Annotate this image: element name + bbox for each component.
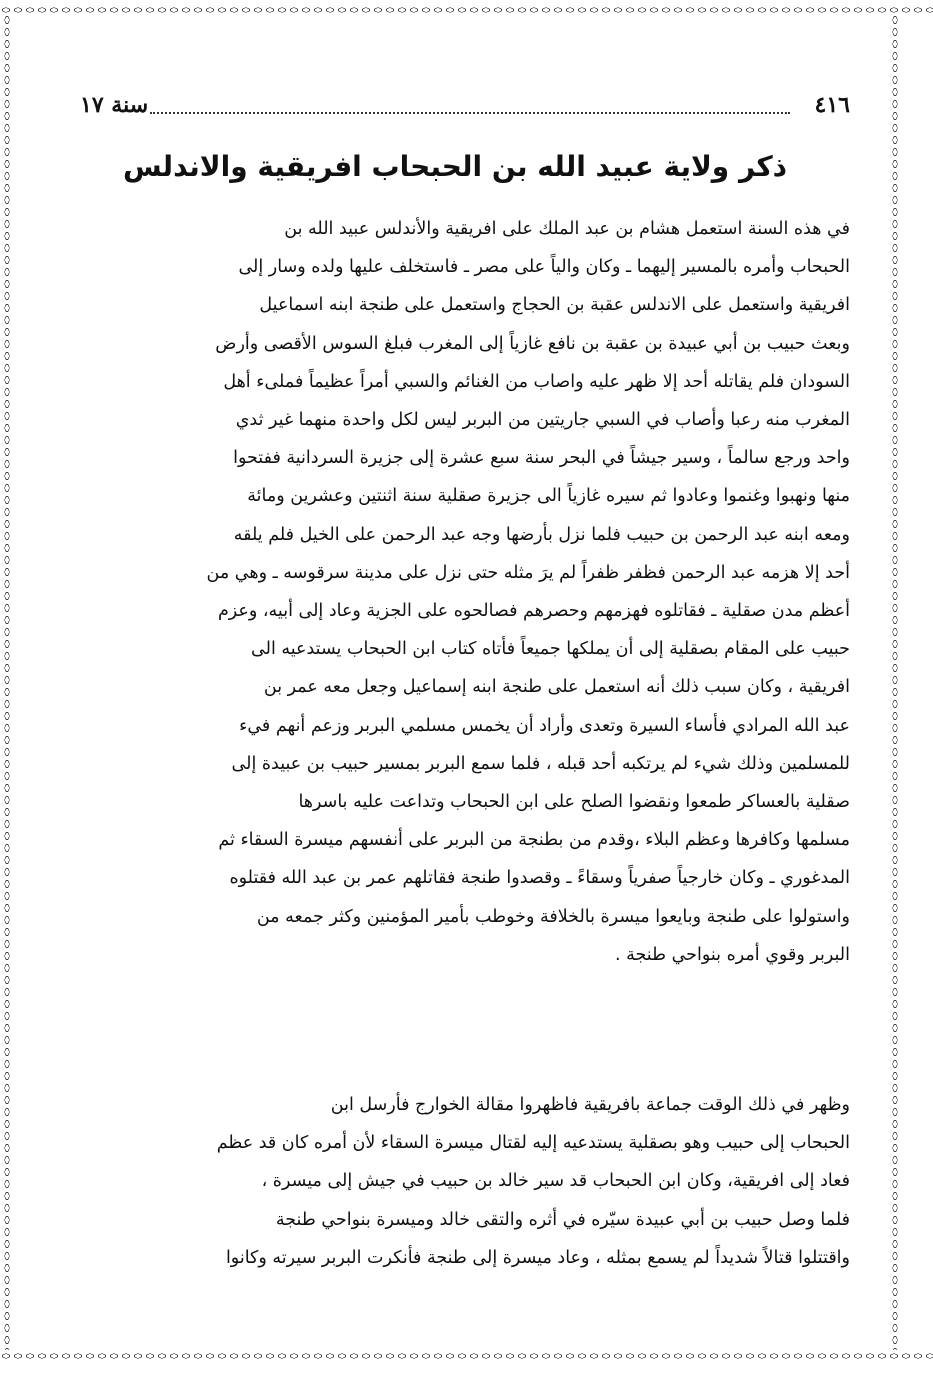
page-number: ٤١٦ <box>814 92 850 118</box>
ornamental-border-bottom <box>0 1350 933 1362</box>
paragraph-1: في هذه السنة استعمل هشام بن عبد الملك على افريقية والأندلس عبيد الله بن الحبحاب وأمره بالمسير إليهما ـ وكان والياً على مصر ـ فاستخلف عليها ولده وسار إلى افريقية واستعمل على الاندلس عقبة بن الحجاج واستعمل على طنجة ابنه اسماعيل وبعث حبيب بن أبي عبيدة بن عقبة بن نافع غازياً إلى المغرب فبلغ السوس الأقصى وأرض السودان فلم يقاتله أحد إلا ظهر عليه واصاب من الغنائم والسبي أمراً عظيماً فملىء أهل المغرب منه رعبا وأصاب في السبي جاريتين من البربر ليس لكل واحدة منهما غير ثدي واحد ورجع سالماً ، وسير جيشاً في البحر سنة سبع عشرة إلى جزيرة السردانية ففتحوا منها ونهبوا وغنموا وعادوا ثم سيره غازياً الى جزيرة صقلية سنة اثنتين وعشرين ومائة ومعه ابنه عبد الرحمن بن حبيب فلما نزل بأرضها وجه عبد الرحمن على الخيل فلم يلقه أحد إلا هزمه عبد الرحمن فظفر ظفراً لم يرَ مثله حتى نزل على مدينة سرقوسه ـ وهي من أعظم مدن صقلية ـ فقاتلوه فهزمهم وحصرهم فصالحوه على الجزية وعاد إلى أبيه، وعزم حبيب على المقام بصقلية إلى أن يملكها جميعاً فأتاه كتاب ابن الحبحاب يستدعيه الى افريقية ، وكان سبب ذلك أنه استعمل على طنجة ابنه إسماعيل وجعل معه عمر بن عبد الله المرادي فأساء السيرة وتعدى وأراد أن يخمس مسلمي البربر وزعم أنهم فيء للمسلمين وذلك شيء لم يرتكبه أحد قبله ، فلما سمع البربر بمسير حبيب بن عبيدة إلى صقلية بالعساكر طمعوا ونقضوا الصلح على ابن الحبحاب وتداعت عليه باسرها مسلمها وكافرها وعظم البلاء ،وقدم من بطنجة من البربر على أنفسهم ميسرة السقاء ثم المدغوري ـ وكان خارجياً صفرياً وسقاءً ـ وقصدوا طنجة فقاتلهم عمر بن عبد الله فقتلوه واستولوا على طنجة وبايعوا ميسرة بالخلافة وخوطب بأمير المؤمنين وكثر جمعه من البربر وقوي أمره بنواحي طنجة . <box>206 219 850 965</box>
page-header <box>60 92 850 122</box>
ornamental-border-top <box>0 4 933 16</box>
paragraph-2: وظهر في ذلك الوقت جماعة بافريقية فاظهروا مقالة الخوارج فأرسل ابن الحبحاب إلى حبيب وهو بصقلية يستدعيه إليه لقتال ميسرة السقاء لأن أمره كان قد عظم فعاد إلى افريقية، وكان ابن الحبحاب قد سير خالد بن حبيب في جيش إلى ميسرة ، فلما وصل حبيب بن أبي عبيدة سيّره في أثره والتقى خالد وميسرة بنواحي طنجة واقتتلوا قتالاً شديداً لم يسمع بمثله ، وعاد ميسرة إلى طنجة فأنكرت البربر سيرته وكانوا <box>216 1095 850 1268</box>
book-page <box>60 80 850 1320</box>
ornamental-border-right <box>888 14 902 1350</box>
header-dotted-leader <box>150 112 790 114</box>
ornamental-border-left <box>0 14 10 1350</box>
chapter-title: ذكر ولاية عبيد الله بن الحبحاب افريقية والاندلس <box>122 150 788 183</box>
running-title: سنة ١٧ <box>80 92 149 118</box>
